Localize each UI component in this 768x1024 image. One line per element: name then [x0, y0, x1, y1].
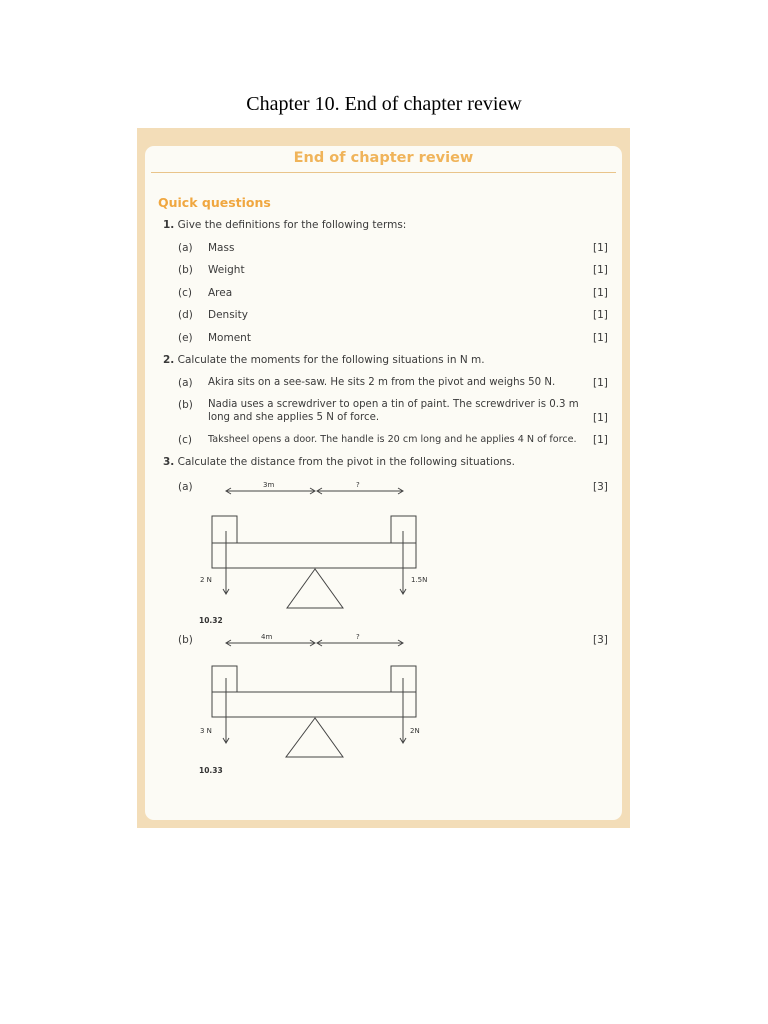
left-weight-block	[212, 666, 237, 692]
seesaw-beam	[212, 543, 416, 568]
part-text: Akira sits on a see-saw. He sits 2 m from the pivot and weighs 50 N.	[208, 377, 556, 388]
marks: [1]	[593, 377, 608, 389]
left-force-label: 2 N	[200, 576, 212, 584]
marks: [1]	[593, 287, 608, 299]
seesaw-beam	[212, 692, 416, 717]
marks: [3]	[593, 634, 608, 646]
document-title: Chapter 10. End of chapter review	[246, 93, 522, 115]
pivot-triangle	[286, 718, 343, 757]
part-letter: (a)	[178, 481, 193, 493]
question-text: Calculate the moments for the following situations in N m.	[177, 354, 485, 366]
part-letter: (a)	[178, 242, 193, 254]
question-2	[163, 354, 485, 366]
left-weight-block	[212, 516, 237, 543]
part-letter: (e)	[178, 332, 193, 344]
unknown-distance-label: ?	[356, 633, 360, 641]
scanned-page	[137, 128, 630, 828]
marks: [3]	[593, 481, 608, 493]
part-text: Moment	[208, 332, 251, 344]
heading-divider	[151, 172, 616, 173]
left-distance-label: 3m	[263, 481, 275, 489]
marks: [1]	[593, 412, 608, 424]
part-letter: (c)	[178, 287, 192, 299]
part-text-continued: long and she applies 5 N of force.	[208, 412, 380, 423]
seesaw-diagram-b	[145, 630, 622, 780]
part-letter: (b)	[178, 264, 193, 276]
left-force-label: 3 N	[200, 727, 212, 735]
part-letter: (c)	[178, 434, 192, 446]
part-letter: (b)	[178, 634, 193, 646]
part-text: Density	[208, 309, 248, 321]
part-text: Mass	[208, 242, 235, 254]
right-force-label: 1.5N	[411, 576, 428, 584]
question-number: 3.	[163, 456, 175, 468]
marks: [1]	[593, 242, 608, 254]
part-letter: (d)	[178, 309, 193, 321]
right-force-label: 2N	[410, 727, 420, 735]
question-number: 1.	[163, 219, 175, 231]
question-1	[163, 219, 406, 231]
marks: [1]	[593, 332, 608, 344]
figure-number: 10.33	[199, 766, 223, 775]
section-heading: Quick questions	[158, 195, 271, 210]
part-text: Weight	[208, 264, 245, 276]
seesaw-diagram-a	[145, 476, 622, 626]
question-number: 2.	[163, 354, 175, 366]
part-letter: (b)	[178, 399, 193, 411]
part-text: Taksheel opens a door. The handle is 20 cm long and he applies 4 N of force.	[208, 434, 577, 445]
part-text: Nadia uses a screwdriver to open a tin of paint. The screwdriver is 0.3 m	[208, 399, 579, 410]
pivot-triangle	[287, 569, 343, 608]
part-letter: (a)	[178, 377, 193, 389]
question-text: Give the definitions for the following terms:	[177, 219, 407, 231]
question-3	[163, 456, 515, 468]
left-distance-label: 4m	[261, 633, 273, 641]
unknown-distance-label: ?	[356, 481, 360, 489]
review-heading: End of chapter review	[293, 150, 474, 166]
figure-number: 10.32	[199, 616, 223, 625]
question-text: Calculate the distance from the pivot in the following situations.	[177, 456, 515, 468]
review-sheet	[145, 146, 622, 820]
marks: [1]	[593, 434, 608, 446]
marks: [1]	[593, 264, 608, 276]
marks: [1]	[593, 309, 608, 321]
part-text: Area	[208, 287, 233, 299]
